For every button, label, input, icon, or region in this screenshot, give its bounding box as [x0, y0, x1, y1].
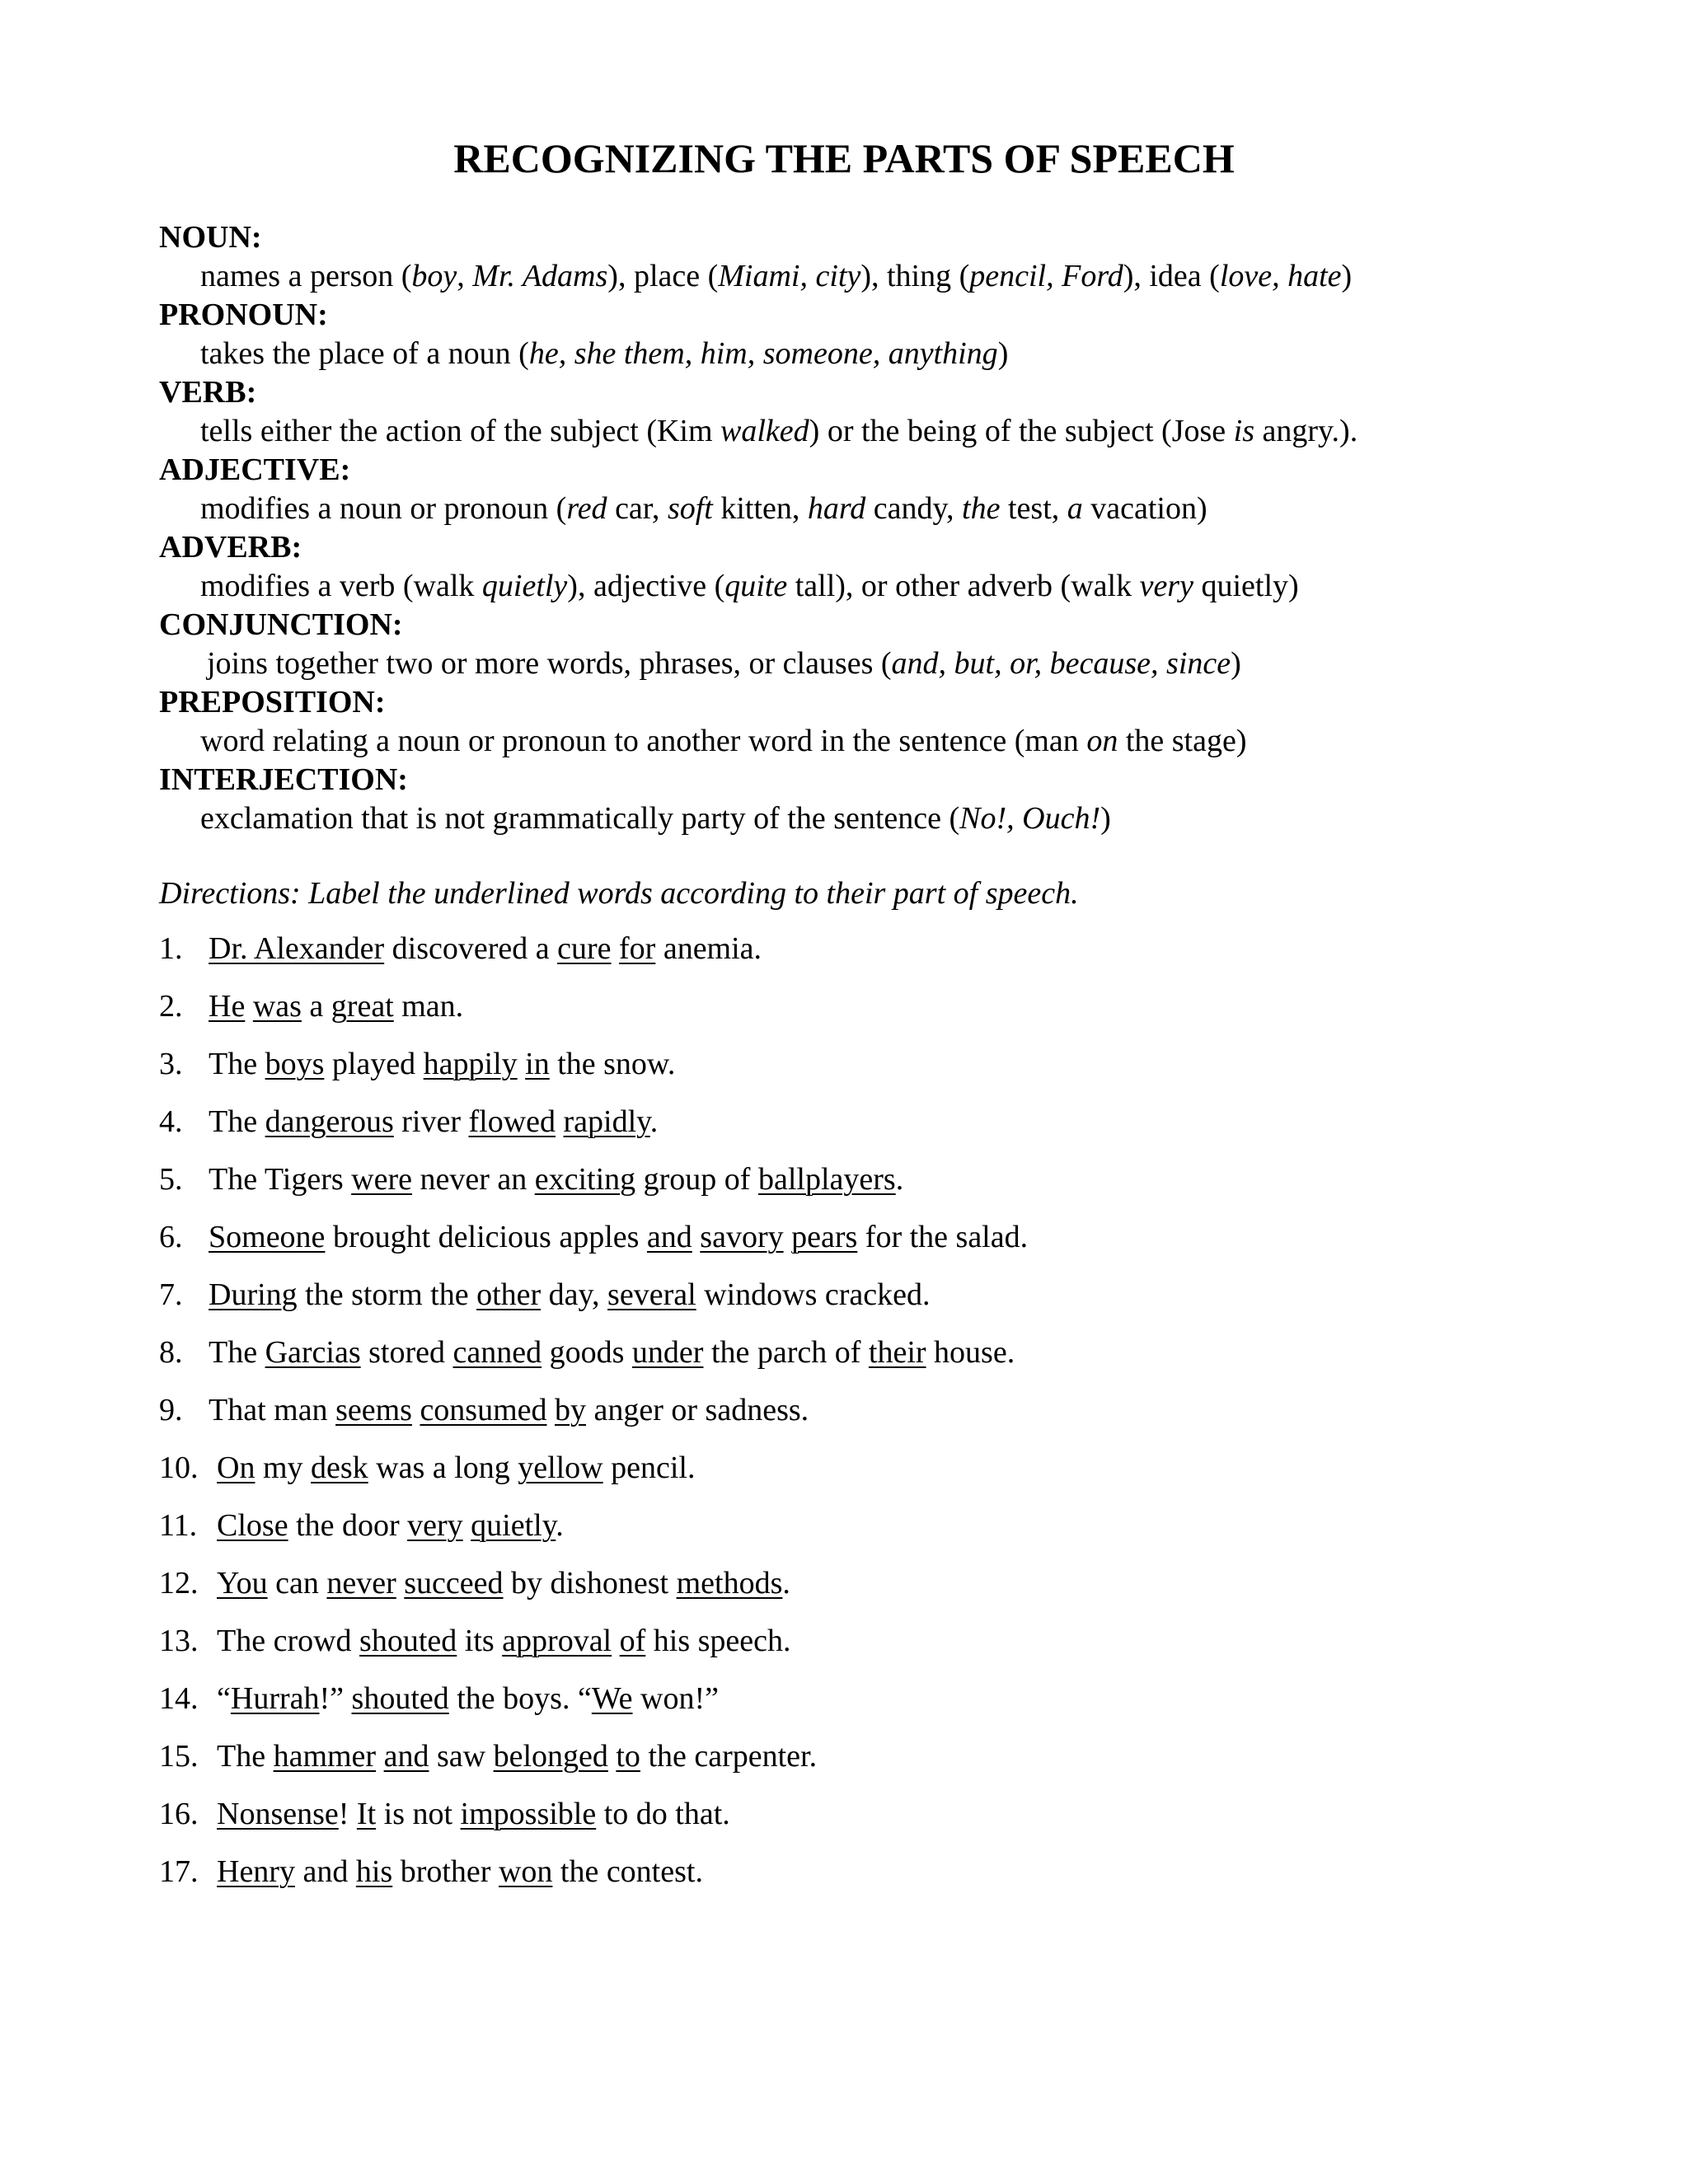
underlined-word: shouted [359, 1624, 457, 1658]
text-segment [608, 1739, 617, 1774]
text-segment: his speech. [645, 1624, 791, 1658]
item-sentence [209, 1104, 658, 1139]
underlined-word: savory [700, 1220, 784, 1254]
exercise-item [159, 1563, 1560, 1621]
definitions-list [159, 218, 1610, 838]
item-sentence [217, 1797, 730, 1831]
underlined-word: Dr. Alexander [209, 931, 385, 966]
exercise-item [159, 1390, 1560, 1448]
underlined-word: in [525, 1047, 550, 1081]
item-sentence [217, 1681, 719, 1716]
underlined-word: for [619, 931, 656, 966]
exercise-item [159, 1736, 1560, 1794]
exercise-item [159, 1217, 1560, 1275]
underlined-word: boys [265, 1047, 325, 1081]
text-segment: house. [926, 1335, 1015, 1370]
text-segment: my [255, 1451, 312, 1485]
text-segment: the carpenter. [640, 1739, 818, 1774]
example-word: Miami, city [718, 259, 861, 293]
definition-entry [159, 683, 1610, 761]
underlined-word: flowed [468, 1104, 556, 1139]
item-sentence [209, 1047, 675, 1081]
item-number: 3. [159, 1047, 183, 1081]
definition-desc [159, 644, 1610, 683]
item-number: 7. [159, 1277, 183, 1312]
example-word: is [1233, 414, 1254, 448]
underlined-word: belonged [493, 1739, 608, 1774]
item-sentence [209, 931, 762, 966]
text-segment: The crowd [217, 1624, 360, 1658]
item-sentence [217, 1624, 791, 1658]
text-segment: The [209, 1335, 265, 1370]
example-word: pencil, Ford [969, 259, 1123, 293]
text-segment: exclamation that is not grammatically party of the sentence ( [200, 801, 960, 836]
example-word: on [1086, 724, 1118, 758]
text-segment: a [301, 989, 331, 1024]
text-segment: quietly) [1193, 569, 1299, 603]
text-segment [784, 1220, 792, 1254]
text-segment: The [209, 1047, 265, 1081]
definition-entry [159, 451, 1610, 528]
page-title: RECOGNIZING THE PARTS OF SPEECH [453, 135, 1235, 181]
underlined-word: Hurrah [230, 1681, 320, 1716]
underlined-word: exciting [534, 1162, 636, 1197]
definition-entry [159, 761, 1610, 838]
text-segment: the parch of [703, 1335, 869, 1370]
definition-desc [159, 257, 1610, 296]
exercise-item [159, 1448, 1560, 1506]
underlined-word: pears [791, 1220, 858, 1254]
text-segment: test, [1000, 491, 1067, 526]
text-segment: ), adjective ( [567, 569, 725, 603]
text-segment: anemia. [655, 931, 762, 966]
underlined-word: Someone [209, 1220, 326, 1254]
definition-desc [159, 490, 1610, 528]
example-word: walked [720, 414, 809, 448]
example-word: quietly [481, 569, 568, 603]
item-sentence [209, 1393, 809, 1427]
text-segment: names a person ( [200, 259, 412, 293]
text-segment: the snow. [549, 1047, 676, 1081]
text-segment: . [649, 1104, 659, 1139]
text-segment: takes the place of a noun ( [200, 336, 529, 371]
underlined-word: by [555, 1393, 587, 1427]
item-number: 11. [159, 1508, 198, 1543]
text-segment: candy, [865, 491, 963, 526]
underlined-word: cure [557, 931, 612, 966]
text-segment: angry.). [1254, 414, 1358, 448]
text-segment: anger or sadness. [586, 1393, 809, 1427]
text-segment: kitten, [712, 491, 808, 526]
text-segment: was a long [368, 1451, 518, 1485]
example-word: quite [724, 569, 788, 603]
text-segment: saw [429, 1739, 494, 1774]
underlined-word: was [252, 989, 302, 1024]
underlined-word: under [631, 1335, 704, 1370]
text-segment: group of [635, 1162, 758, 1197]
text-segment: . [895, 1162, 904, 1197]
definition-term: ADVERB: [159, 530, 302, 565]
definition-desc [159, 335, 1610, 373]
item-sentence [209, 989, 463, 1024]
exercise-item [159, 1275, 1560, 1333]
underlined-word: to [616, 1739, 640, 1774]
text-segment: is not [376, 1797, 461, 1831]
text-segment: ) [1231, 646, 1241, 681]
text-segment [463, 1508, 471, 1543]
text-segment: modifies a verb (walk [200, 569, 482, 603]
underlined-word: During [209, 1277, 298, 1312]
underlined-word: consumed [420, 1393, 547, 1427]
underlined-word: methods [676, 1566, 783, 1601]
text-segment: ), thing ( [860, 259, 970, 293]
definition-desc [159, 412, 1610, 451]
underlined-word: We [591, 1681, 633, 1716]
item-sentence [209, 1335, 1015, 1370]
example-word: the [962, 491, 1001, 526]
text-segment: The [217, 1739, 274, 1774]
text-segment: . [556, 1508, 564, 1543]
example-word: a [1067, 491, 1083, 526]
text-segment: The Tigers [209, 1162, 352, 1197]
example-word: and, but, or, because, since [891, 646, 1231, 681]
directions-text: Directions: Label the underlined words according to their part of speech. [159, 876, 1079, 911]
definition-term: PREPOSITION: [159, 685, 386, 719]
item-sentence [209, 1220, 1028, 1254]
example-word: red [566, 491, 607, 526]
exercise-item [159, 1621, 1560, 1679]
item-number: 6. [159, 1220, 183, 1254]
text-segment: can [267, 1566, 327, 1601]
underlined-word: never [326, 1566, 396, 1601]
example-word: Mr. Adams [472, 259, 608, 293]
definition-term: INTERJECTION: [159, 762, 408, 797]
item-number: 5. [159, 1162, 183, 1197]
text-segment [376, 1739, 384, 1774]
definition-entry [159, 296, 1610, 373]
exercise-item [159, 1044, 1560, 1102]
underlined-word: their [868, 1335, 926, 1370]
item-sentence [217, 1508, 564, 1543]
text-segment: ) [997, 336, 1009, 371]
item-number: 2. [159, 989, 183, 1024]
underlined-word: It [356, 1797, 377, 1831]
item-number: 1. [159, 931, 183, 966]
text-segment [547, 1393, 556, 1427]
text-segment [556, 1104, 564, 1139]
item-sentence [217, 1739, 817, 1774]
underlined-word: were [351, 1162, 412, 1197]
example-word: he, she them, him, someone, anything [528, 336, 998, 371]
text-segment [518, 1047, 526, 1081]
text-segment [396, 1566, 405, 1601]
text-segment [692, 1220, 701, 1254]
underlined-word: great [331, 989, 394, 1024]
definition-term: PRONOUN: [159, 298, 328, 332]
definition-desc [159, 799, 1610, 838]
text-segment: the boys. “ [448, 1681, 592, 1716]
underlined-word: dangerous [265, 1104, 394, 1139]
example-word: hard [807, 491, 866, 526]
definition-entry [159, 606, 1610, 683]
text-segment: vacation) [1082, 491, 1207, 526]
definition-entry [159, 528, 1610, 606]
text-segment [612, 931, 620, 966]
example-word: boy [411, 259, 457, 293]
text-segment: joins together two or more words, phrases, or clauses ( [207, 646, 892, 681]
underlined-word: Nonsense [217, 1797, 339, 1831]
exercise-item [159, 1506, 1560, 1563]
underlined-word: On [217, 1451, 256, 1485]
definition-term: VERB: [159, 375, 257, 410]
item-sentence [209, 1162, 903, 1197]
underlined-word: and [383, 1739, 429, 1774]
text-segment: ) [1341, 259, 1353, 293]
underlined-word: desk [311, 1451, 368, 1485]
example-word: very [1139, 569, 1193, 603]
text-segment: by dishonest [503, 1566, 677, 1601]
text-segment: discovered a [384, 931, 558, 966]
definition-desc [159, 722, 1610, 761]
underlined-word: Garcias [265, 1335, 361, 1370]
text-segment: ) or the being of the subject (Jose [809, 414, 1234, 448]
exercise-item [159, 1333, 1560, 1390]
text-segment: car, [607, 491, 668, 526]
item-number: 12. [159, 1566, 199, 1601]
text-segment: brought delicious apples [325, 1220, 647, 1254]
exercise-item [159, 1852, 1560, 1910]
underlined-word: seems [335, 1393, 412, 1427]
text-segment: won!” [632, 1681, 719, 1716]
text-segment [245, 989, 253, 1024]
text-segment: ) [1100, 801, 1111, 836]
text-segment: !” [319, 1681, 352, 1716]
text-segment: pencil. [603, 1451, 696, 1485]
text-segment: for the salad. [857, 1220, 1029, 1254]
text-segment [412, 1393, 420, 1427]
text-segment: the storm the [297, 1277, 477, 1312]
underlined-word: You [217, 1566, 268, 1601]
exercise-item [159, 1160, 1560, 1217]
item-number: 10. [159, 1451, 199, 1485]
text-segment: word relating a noun or pronoun to another word in the sentence (man [200, 724, 1087, 758]
underlined-word: several [607, 1277, 696, 1312]
text-segment: The [209, 1104, 265, 1139]
text-segment: tall), or other adverb (walk [787, 569, 1140, 603]
text-segment: the door [288, 1508, 408, 1543]
underlined-word: happily [423, 1047, 518, 1081]
underlined-word: his [355, 1854, 393, 1889]
item-number: 16. [159, 1797, 199, 1831]
underlined-word: succeed [404, 1566, 504, 1601]
text-segment: never an [411, 1162, 535, 1197]
underlined-word: other [476, 1277, 542, 1312]
item-sentence [217, 1566, 790, 1601]
text-segment: ! [338, 1797, 357, 1831]
underlined-word: Henry [217, 1854, 295, 1889]
underlined-word: yellow [518, 1451, 603, 1485]
text-segment [612, 1624, 620, 1658]
item-sentence [217, 1854, 703, 1889]
text-segment: That man [209, 1393, 336, 1427]
example-word: love, hate [1219, 259, 1342, 293]
text-segment: the stage) [1118, 724, 1247, 758]
text-segment: tells either the action of the subject (Kim [200, 414, 721, 448]
text-segment: to do that. [596, 1797, 730, 1831]
example-word: No!, Ouch! [959, 801, 1101, 836]
item-number: 8. [159, 1335, 183, 1370]
text-segment: the contest. [552, 1854, 703, 1889]
text-segment: its [457, 1624, 503, 1658]
exercise-item [159, 929, 1560, 987]
underlined-word: and [646, 1220, 692, 1254]
underlined-word: He [209, 989, 246, 1024]
example-word: soft [667, 491, 713, 526]
underlined-word: quietly [471, 1508, 556, 1543]
text-segment: brother [392, 1854, 499, 1889]
text-segment: ), idea ( [1123, 259, 1220, 293]
text-segment: modifies a noun or pronoun ( [200, 491, 567, 526]
underlined-word: shouted [351, 1681, 449, 1716]
text-segment: stored [360, 1335, 453, 1370]
exercise-list [159, 929, 1560, 1910]
exercise-item [159, 987, 1560, 1044]
item-sentence [209, 1277, 931, 1312]
text-segment: . [782, 1566, 790, 1601]
definition-desc [159, 567, 1610, 606]
item-number: 17. [159, 1854, 199, 1889]
text-segment: goods [542, 1335, 632, 1370]
underlined-word: of [619, 1624, 646, 1658]
item-number: 4. [159, 1104, 183, 1139]
underlined-word: approval [502, 1624, 612, 1658]
underlined-word: very [407, 1508, 463, 1543]
definition-term: ADJECTIVE: [159, 452, 351, 487]
text-segment: windows cracked. [696, 1277, 931, 1312]
exercise-item [159, 1102, 1560, 1160]
text-segment: and [294, 1854, 356, 1889]
text-segment: day, [541, 1277, 608, 1312]
underlined-word: rapidly [563, 1104, 650, 1139]
text-segment: river [393, 1104, 469, 1139]
text-segment: “ [217, 1681, 231, 1716]
text-segment: man. [393, 989, 464, 1024]
underlined-word: won [498, 1854, 553, 1889]
exercise-item [159, 1794, 1560, 1852]
text-segment: , [457, 259, 473, 293]
underlined-word: Close [217, 1508, 288, 1543]
item-sentence [217, 1451, 696, 1485]
underlined-word: canned [452, 1335, 542, 1370]
definition-entry [159, 373, 1610, 451]
definition-term: NOUN: [159, 220, 262, 255]
item-number: 9. [159, 1393, 183, 1427]
item-number: 15. [159, 1739, 199, 1774]
item-number: 13. [159, 1624, 199, 1658]
underlined-word: hammer [273, 1739, 377, 1774]
exercise-item [159, 1679, 1560, 1736]
underlined-word: ballplayers [757, 1162, 896, 1197]
item-number: 14. [159, 1681, 199, 1716]
definition-term: CONJUNCTION: [159, 607, 403, 642]
text-segment: played [324, 1047, 424, 1081]
text-segment: ), place ( [607, 259, 719, 293]
definition-entry [159, 218, 1610, 296]
underlined-word: impossible [460, 1797, 597, 1831]
